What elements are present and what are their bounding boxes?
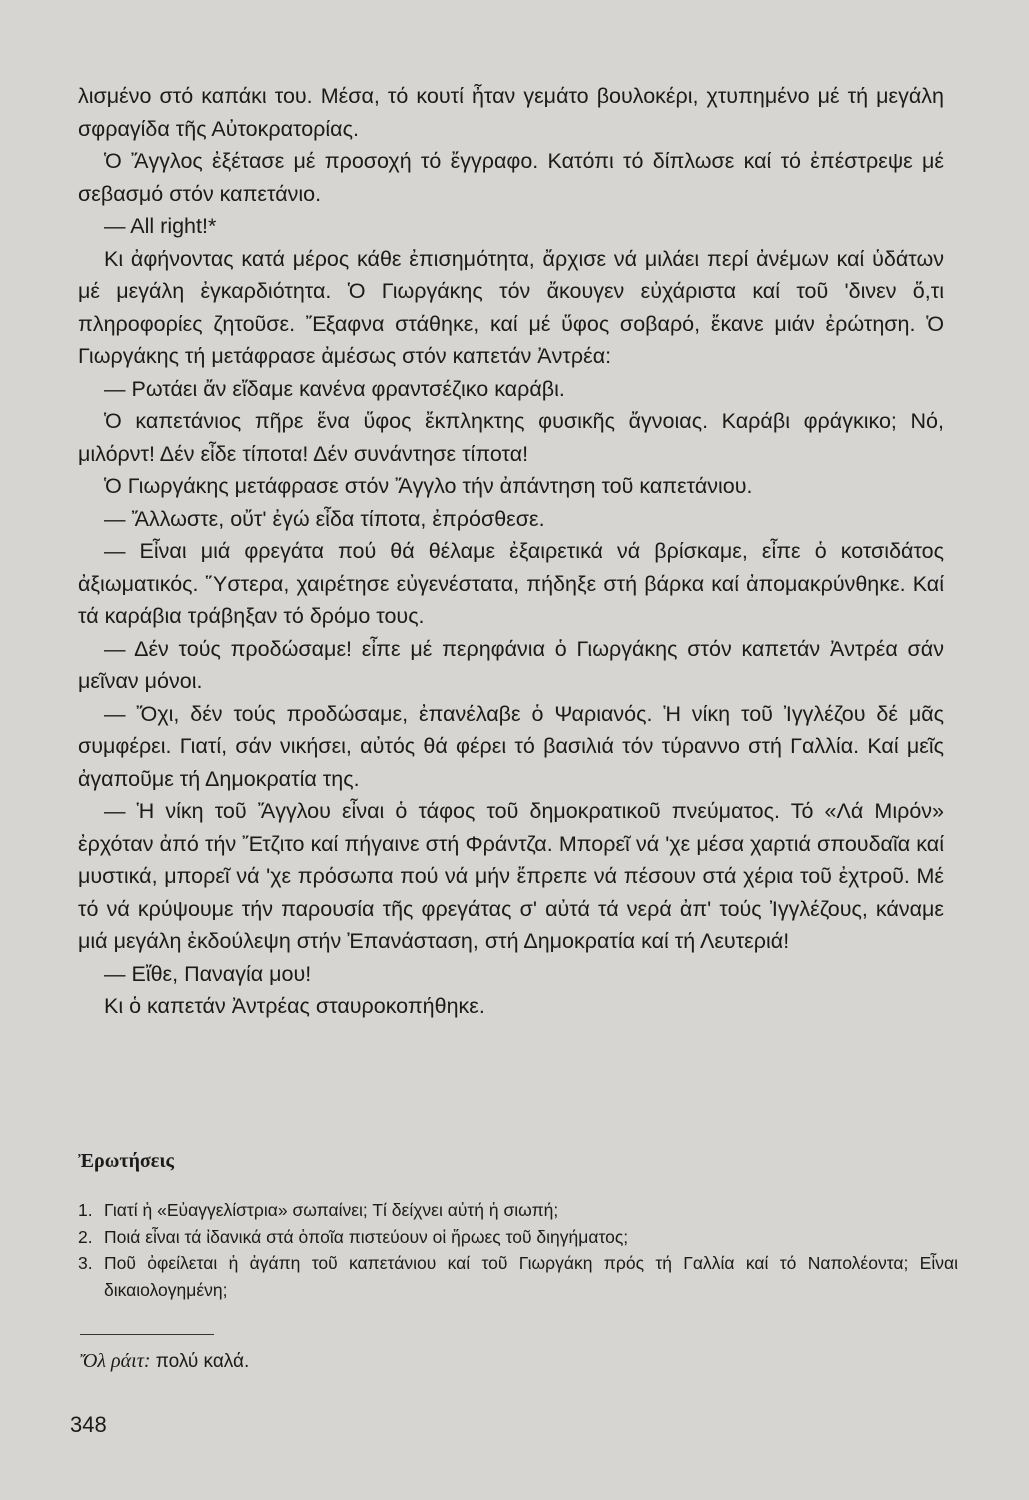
dialogue-line: — Ἄλλωστε, οὔτ' ἐγώ εἶδα τίποτα, ἐπρόσθεσε. xyxy=(104,506,545,531)
question-number: 3. xyxy=(78,1253,93,1273)
footnote-term: Ὄλ ράιτ: xyxy=(80,1350,151,1372)
questions-list xyxy=(78,1197,958,1303)
paragraph: Ὁ Ἄγγλος ἐξέτασε μέ προσοχή τό ἔγγραφο. Κατόπι τό δίπλωσε καί τό ἐπέστρεψε μέ σεβασμό στόν καπετάνιο. xyxy=(78,149,944,206)
question-text: Ποιά εἶναι τά ἰδανικά στά ὁποῖα πιστεύουν οἱ ἥρωες τοῦ διηγήματος; xyxy=(104,1226,629,1247)
question-number: 1. xyxy=(78,1200,93,1220)
page-number: 348 xyxy=(70,1412,107,1437)
question-item xyxy=(78,1197,958,1224)
footnote-divider xyxy=(80,1334,214,1335)
question-text: Γιατί ἡ «Εὐαγγελίστρια» σωπαίνει; Τί δείχνει αὐτή ἡ σιωπή; xyxy=(104,1200,559,1220)
paragraph: Κι ἀφήνοντας κατά μέρος κάθε ἐπισημότητα, ἄρχισε νά μιλάει περί ἀνέμων καί ὑδάτων μέ μεγάλη ἐγκαρδιότητα. Ὁ Γιωργάκης τόν ἄκουγεν εὐχάριστα καί τοῦ 'δινεν ὅ,τι πληροφορίες ζητοῦσε. Ἔξαφνα στάθηκε, καί μέ ὕφος σοβαρό, ἔκανε μιάν ἐρώτηση. Ὁ Γιωργάκης τή μετάφρασε ἀμέσως στόν καπετάν Ἀντρέα: xyxy=(78,246,944,368)
dialogue-line: — Εἴθε, Παναγία μου! xyxy=(104,961,312,986)
dialogue-line: — Ἡ νίκη τοῦ Ἄγγλου εἶναι ὁ τάφος τοῦ δημοκρατικοῦ πνεύματος. Τό «Λά Μιρόν» ἐρχόταν ἀπό τήν Ἔτζιτο καί πήγαινε στή Φράντζα. Μπορεῖ νά 'χε μέσα χαρτιά σπουδαῖα καί μυστικά, μπορεῖ νά 'χε πρόσωπα πού νά μήν ἔπρεπε νά πέσουν στά χέρια τοῦ ἐχτροῦ. Μέ τό νά κρύψουμε τήν παρουσία τῆς φρεγάτας σ' αὐτά τά νερά ἀπ' τούς Ἰγγλέζους, κάναμε μιά μεγάλη ἐκδούλεψη στήν Ἐπανάσταση, στή Δημοκρατία καί τή Λευτεριά! xyxy=(78,799,944,953)
story-text xyxy=(78,80,944,1023)
dialogue-line: — Ὄχι, δέν τούς προδώσαμε, ἐπανέλαβε ὁ Ψαριανός. Ἡ νίκη τοῦ Ἰγγλέζου δέ μᾶς συμφέρει. Γιατί, σάν νικήσει, αὐτός θά φέρει τό βασιλιά τόν τύραννο στή Γαλλία. Καί μεῖς ἀγαποῦμε τή Δημοκρατία της. xyxy=(78,701,944,791)
question-text: Ποῦ ὀφείλεται ἡ ἀγάπη τοῦ καπετάνιου καί τοῦ Γιωργάκη πρός τή Γαλλία καί τό Ναπολέοντα; Εἶναι δικαιολογημένη; xyxy=(104,1253,958,1300)
dialogue-line: — Εἶναι μιά φρεγάτα πού θά θέλαμε ἐξαιρετικά νά βρίσκαμε, εἶπε ὁ κοτσιδάτος ἀξιωματικός. Ὕστερα, χαιρέτησε εὐγενέστατα, πήδηξε στή βάρκα καί ἀπομακρύνθηκε. Καί τά καράβια τράβηξαν τό δρόμο τους. xyxy=(78,539,944,628)
dialogue-line: — Δέν τούς προδώσαμε! εἶπε μέ περηφάνια ὁ Γιωργάκης στόν καπετάν Ἀντρέα σάν μεῖναν μόνοι. xyxy=(78,636,944,693)
dialogue-line: — All right!* xyxy=(104,214,217,238)
question-item xyxy=(78,1250,958,1303)
question-item xyxy=(78,1224,958,1251)
question-number: 2. xyxy=(78,1226,93,1247)
questions-heading: Ἐρωτήσεις xyxy=(78,1150,174,1172)
footnote-definition: πολύ καλά. xyxy=(155,1351,250,1372)
paragraph: Κι ὁ καπετάν Ἀντρέας σταυροκοπήθηκε. xyxy=(104,994,485,1018)
paragraph: Ὁ καπετάνιος πῆρε ἕνα ὕφος ἔκπληκτης φυσικῆς ἄγνοιας. Καράβι φράγκικο; Νό, μιλόρντ! Δέν εἶδε τίποτα! Δέν συνάντησε τίποτα! xyxy=(78,409,944,466)
footnote xyxy=(80,1350,249,1373)
dialogue-line: — Ρωτάει ἄν εἴδαμε κανένα φραντσέζικο καράβι. xyxy=(104,376,565,401)
paragraph: λισμένο στό καπάκι του. Μέσα, τό κουτί ἦταν γεμάτο βουλοκέρι, χτυπημένο μέ τή μεγάλη σφραγίδα τῆς Αὐτοκρατορίας. xyxy=(78,84,944,141)
paragraph: Ὁ Γιωργάκης μετάφρασε στόν Ἄγγλο τήν ἀπάντηση τοῦ καπετάνιου. xyxy=(104,474,753,498)
